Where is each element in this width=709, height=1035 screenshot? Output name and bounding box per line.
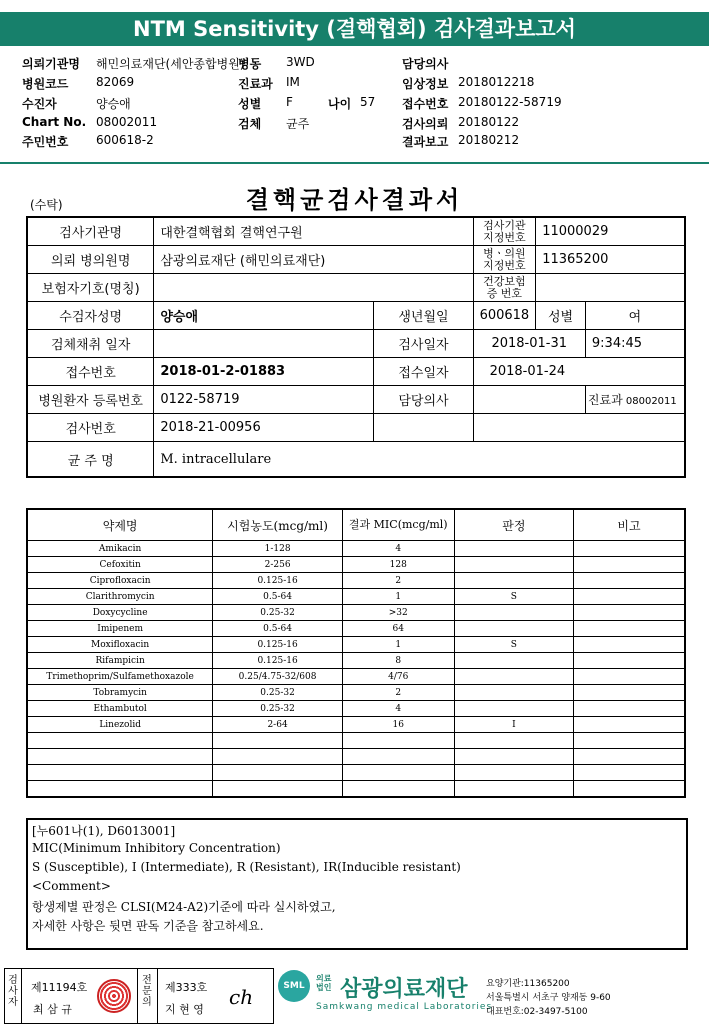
table-row: [27, 573, 685, 589]
table-row: [27, 781, 685, 798]
mic-cell: [342, 765, 454, 781]
info-value: 20180212: [458, 133, 520, 147]
info-value: 해민의료재단(세안종합병원): [96, 57, 245, 71]
drug-cell: [27, 781, 213, 798]
specialist-no: 제333호: [165, 981, 208, 994]
info-value: 08002011: [96, 115, 158, 129]
interp-cell: [454, 701, 573, 717]
test-no-value: 2018-21-00956: [154, 414, 374, 442]
table-row: [27, 605, 685, 621]
info-label: 성별: [238, 97, 262, 111]
accept-date-label: 접수일자: [374, 358, 473, 386]
info-value: 57: [360, 95, 376, 109]
table-row: [27, 653, 685, 669]
interp-cell: [454, 669, 573, 685]
note-line: S (Susceptible), I (Intermediate), R (Resistant), IR(Inducible resistant): [32, 860, 461, 874]
info-label: 병원코드: [22, 77, 69, 91]
dob-label: 생년월일: [374, 302, 473, 330]
brand-name: 삼광의료재단: [340, 977, 468, 1002]
drug-cell: [27, 765, 213, 781]
interp-cell: [454, 605, 573, 621]
note-cell: [574, 733, 685, 749]
specialist-label: 전문의: [142, 975, 152, 1008]
info-label: 검체: [238, 117, 262, 131]
org-value: M. intracellulare: [154, 442, 685, 478]
info-label: 검사의뢰: [402, 117, 449, 131]
note-cell: [574, 781, 685, 798]
test-no-label: 검사번호: [27, 414, 154, 442]
mic-cell: [342, 749, 454, 765]
dob-value: 600618: [473, 302, 536, 330]
drug-cell: [27, 749, 213, 765]
conc-cell: 0.5-64: [213, 589, 343, 605]
info-value: IM: [286, 75, 300, 89]
mic-cell: [342, 781, 454, 798]
interp-cell: I: [454, 717, 573, 733]
accept-no-value: 2018-01-2-01883: [154, 358, 374, 386]
mic-cell: 4: [342, 701, 454, 717]
conc-cell: 2-256: [213, 557, 343, 573]
sml-logo-icon: SML: [278, 970, 310, 1002]
info-label: 진료과: [238, 77, 273, 91]
conc-cell: [213, 749, 343, 765]
conc-cell: 0.25/4.75-32/608: [213, 669, 343, 685]
mic-header: 결과 MIC(mcg/ml): [342, 509, 454, 541]
interp-cell: [454, 765, 573, 781]
sex-value: 여: [585, 302, 685, 330]
info-label: Chart No.: [22, 115, 87, 129]
drug-cell: Rifampicin: [27, 653, 213, 669]
table-row: [27, 717, 685, 733]
empty-cell: [473, 414, 685, 442]
req-no-value: 11365200: [536, 246, 685, 274]
conc-cell: 2-64: [213, 717, 343, 733]
drug-cell: Imipenem: [27, 621, 213, 637]
interp-cell: [454, 653, 573, 669]
interp-cell: S: [454, 637, 573, 653]
info-label: 결과보고: [402, 135, 449, 149]
mic-cell: 1: [342, 637, 454, 653]
interp-cell: [454, 557, 573, 573]
test-date-label: 검사일자: [374, 330, 473, 358]
info-value: 양승애: [96, 97, 131, 111]
test-time-value: 9:34:45: [585, 330, 685, 358]
info-value: 82069: [96, 75, 135, 89]
info-value: 2018012218: [458, 75, 535, 89]
conc-cell: 0.25-32: [213, 605, 343, 621]
test-date-value: 2018-01-31: [473, 330, 585, 358]
conc-cell: [213, 765, 343, 781]
accept-no-label: 접수번호: [27, 358, 154, 386]
drug-cell: Clarithromycin: [27, 589, 213, 605]
info-label: 의뢰기관명: [22, 57, 80, 71]
mic-cell: 64: [342, 621, 454, 637]
empty-cell: [374, 414, 473, 442]
conc-cell: 0.25-32: [213, 685, 343, 701]
req-value: 삼광의료재단 (해민의료재단): [154, 246, 473, 274]
interp-header: 판정: [454, 509, 573, 541]
doctor-label: 담당의사: [374, 386, 473, 414]
inst-no-label: 검사기관 지정번호: [473, 217, 536, 246]
drug-cell: Ethambutol: [27, 701, 213, 717]
reg-label: 병원환자 등록번호: [27, 386, 154, 414]
sex-label: 성별: [536, 302, 586, 330]
info-label: 접수번호: [402, 97, 449, 111]
drug-header: 약제명: [27, 509, 213, 541]
note-header: 비고: [574, 509, 685, 541]
signature: ch: [229, 985, 254, 1009]
table-row: [27, 669, 685, 685]
interp-cell: [454, 685, 573, 701]
note-cell: [574, 749, 685, 765]
interp-cell: [454, 733, 573, 749]
drug-cell: Doxycycline: [27, 605, 213, 621]
note-cell: [574, 541, 685, 557]
specialist-name: 지 현 영: [165, 1003, 204, 1016]
info-value: 20180122-58719: [458, 95, 562, 109]
mic-cell: 4/76: [342, 669, 454, 685]
interp-cell: S: [454, 589, 573, 605]
table-row: [27, 557, 685, 573]
info-label: 병동: [238, 57, 262, 71]
brand-prefix: 의료 법인: [316, 974, 332, 992]
name-value: 양승애: [154, 302, 374, 330]
table-row: [27, 733, 685, 749]
table-row: [27, 701, 685, 717]
drug-cell: [27, 733, 213, 749]
drug-cell: Cefoxitin: [27, 557, 213, 573]
drug-cell: Amikacin: [27, 541, 213, 557]
info-label: 임상정보: [402, 77, 449, 91]
dept-value: 08002011: [625, 396, 677, 407]
note-cell: [574, 669, 685, 685]
note-cell: [574, 653, 685, 669]
interp-cell: [454, 749, 573, 765]
doctor-value: [473, 386, 585, 414]
inst-value: 대한결핵협회 결핵연구원: [154, 217, 473, 246]
inst-no-value: 11000029: [536, 217, 685, 246]
mic-cell: >32: [342, 605, 454, 621]
interp-cell: [454, 621, 573, 637]
info-value: 균주: [286, 117, 310, 131]
conc-cell: 1-128: [213, 541, 343, 557]
conc-cell: [213, 733, 343, 749]
req-no-label: 병ㆍ의원 지정번호: [473, 246, 536, 274]
table-row: [27, 621, 685, 637]
mic-cell: 128: [342, 557, 454, 573]
dept-label: 진료과: [587, 393, 623, 407]
info-value: 3WD: [286, 55, 315, 69]
drug-cell: Tobramycin: [27, 685, 213, 701]
address: 서울특별시 서초구 양재동 9-60: [486, 993, 611, 1003]
mic-cell: 4: [342, 541, 454, 557]
name-label: 수검자성명: [27, 302, 154, 330]
note-line: 자세한 사항은 뒷면 판독 기준을 참고하세요.: [32, 919, 264, 933]
info-label: 수진자: [22, 97, 57, 111]
notes-box: [26, 818, 688, 950]
mic-cell: 2: [342, 573, 454, 589]
signature-box: [4, 968, 274, 1024]
sutak-label: (수탁): [30, 198, 63, 212]
drug-cell: Linezolid: [27, 717, 213, 733]
mic-cell: 2: [342, 685, 454, 701]
interp-cell: [454, 781, 573, 798]
hi-value: [536, 274, 685, 302]
drug-cell: Ciprofloxacin: [27, 573, 213, 589]
note-cell: [574, 685, 685, 701]
conc-cell: [213, 781, 343, 798]
mic-cell: 16: [342, 717, 454, 733]
conc-header: 시험농도(mcg/ml): [213, 509, 343, 541]
note-cell: [574, 637, 685, 653]
table-row: [27, 541, 685, 557]
info-label: 주민번호: [22, 135, 69, 149]
seal-icon: [97, 979, 131, 1013]
inst-label: 검사기관명: [27, 217, 154, 246]
examiner-no: 제11194호: [31, 981, 88, 994]
table-row: [27, 765, 685, 781]
drug-cell: Moxifloxacin: [27, 637, 213, 653]
note-cell: [574, 557, 685, 573]
note-cell: [574, 717, 685, 733]
note-cell: [574, 573, 685, 589]
note-cell: [574, 621, 685, 637]
examiner-label: 검사자: [8, 975, 18, 1008]
accept-date-value: 2018-01-24: [473, 358, 685, 386]
report-header: NTM Sensitivity (결핵협회) 검사결과보고서: [0, 12, 709, 46]
info-value: 600618-2: [96, 133, 154, 147]
conc-cell: 0.25-32: [213, 701, 343, 717]
note-cell: [574, 605, 685, 621]
note-line: [누601나(1), D6013001]: [32, 824, 176, 838]
note-cell: [574, 589, 685, 605]
note-line: 항생제별 판정은 CLSI(M24-A2)기준에 따라 실시하였고,: [32, 900, 336, 914]
conc-cell: 0.125-16: [213, 573, 343, 589]
mic-cell: 8: [342, 653, 454, 669]
info-label: 나이: [328, 97, 352, 111]
collect-label: 검체채취 일자: [27, 330, 154, 358]
divider: [0, 162, 709, 164]
phone: 대표번호:02-3497-5100: [486, 1007, 588, 1017]
report-info-table: [26, 216, 686, 478]
reg-value: 0122-58719: [154, 386, 374, 414]
req-label: 의뢰 병의원명: [27, 246, 154, 274]
info-label: 담당의사: [402, 57, 449, 71]
mic-cell: [342, 733, 454, 749]
table-row: [27, 685, 685, 701]
hi-label: 건강보험증 번호: [473, 274, 536, 302]
table-row: [27, 637, 685, 653]
note-line: <Comment>: [32, 879, 111, 893]
interp-cell: [454, 541, 573, 557]
brand-subtitle: Samkwang medical Laboratories: [316, 1002, 493, 1012]
insured-label: 보험자기호(명칭): [27, 274, 154, 302]
drug-cell: Trimethoprim/Sulfamethoxazole: [27, 669, 213, 685]
note-line: MIC(Minimum Inhibitory Concentration): [32, 841, 281, 855]
susceptibility-table: [26, 508, 686, 798]
collect-value: [154, 330, 374, 358]
info-value: F: [286, 95, 293, 109]
note-cell: [574, 765, 685, 781]
note-cell: [574, 701, 685, 717]
mic-cell: 1: [342, 589, 454, 605]
interp-cell: [454, 573, 573, 589]
org-label: 균 주 명: [27, 442, 154, 478]
conc-cell: 0.125-16: [213, 653, 343, 669]
report-title: 결핵균검사결과서: [245, 185, 464, 214]
conc-cell: 0.125-16: [213, 637, 343, 653]
insured-value: [154, 274, 473, 302]
info-value: 20180122: [458, 115, 520, 129]
examiner-name: 최 삼 규: [33, 1003, 72, 1016]
provider-code: 요양기관:11365200: [486, 979, 570, 989]
table-row: [27, 749, 685, 765]
conc-cell: 0.5-64: [213, 621, 343, 637]
table-row: [27, 589, 685, 605]
